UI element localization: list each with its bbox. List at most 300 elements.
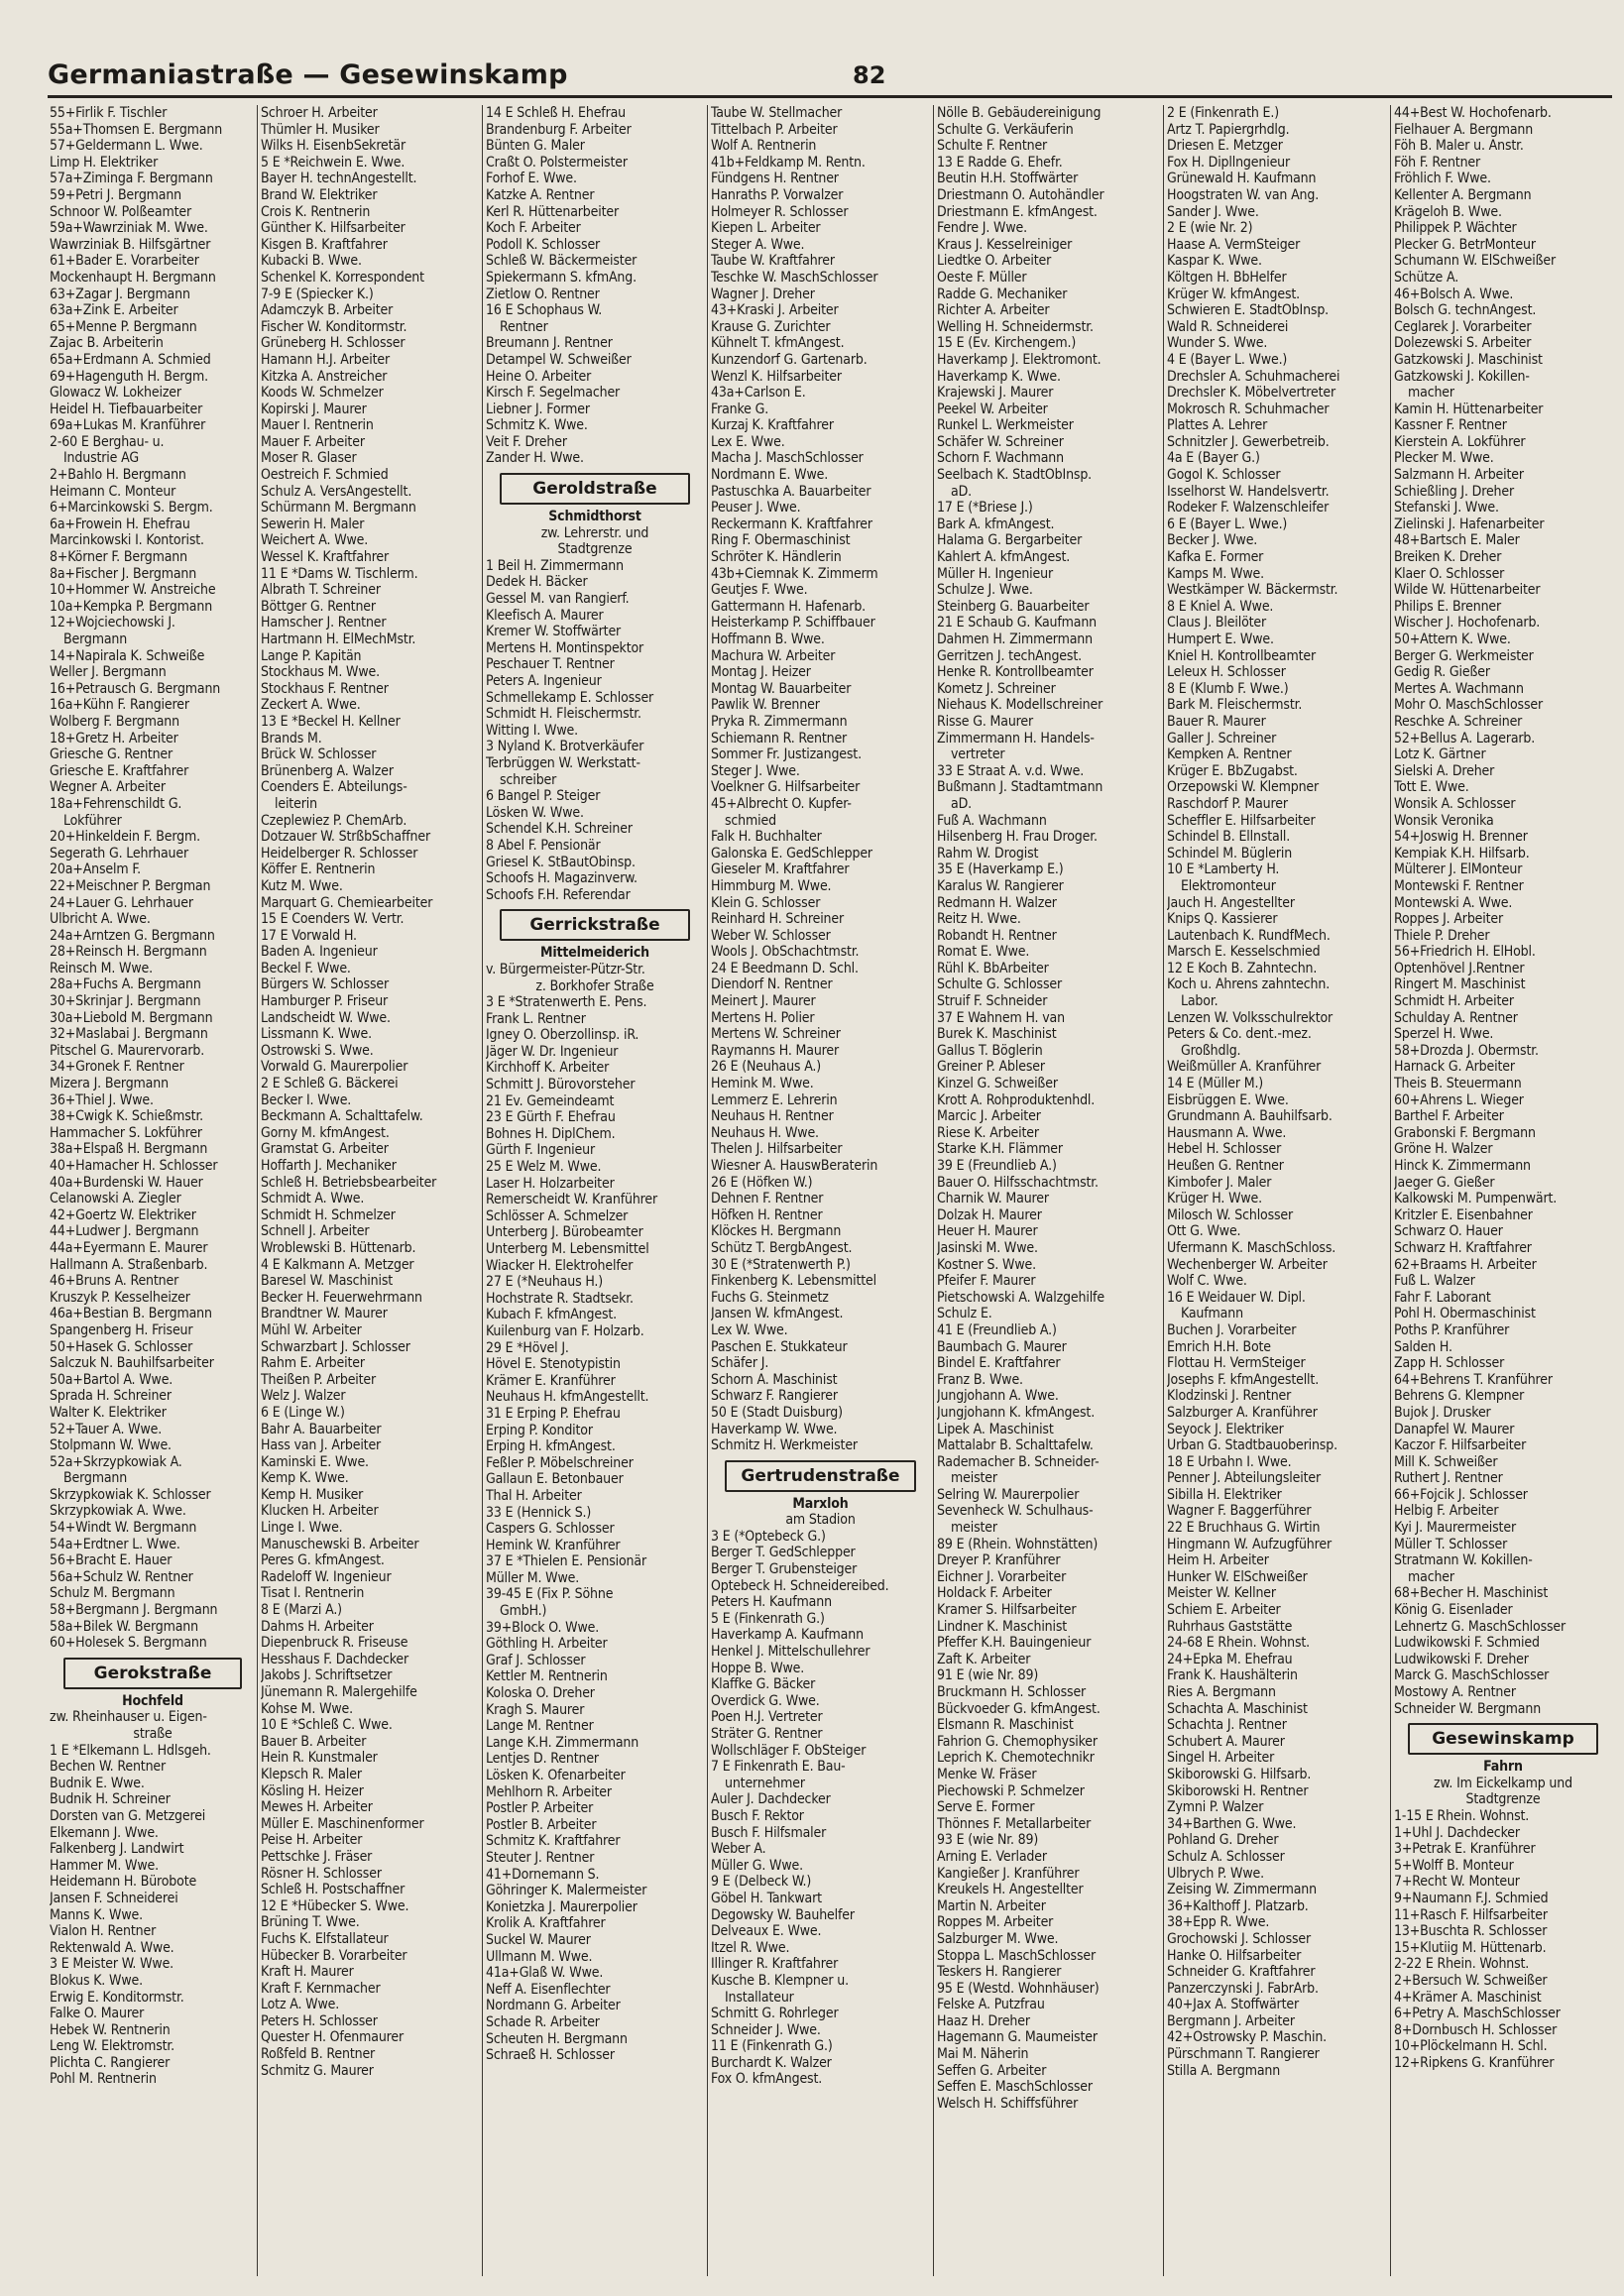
directory-entry: 60+Ahrens L. Wieger [1394,1091,1524,1108]
directory-entry: 20+Hinkeldein F. Bergm. [50,829,200,846]
directory-entry: Mai M. Näherin [937,2046,1029,2063]
directory-entry: Nordmann G. Arbeiter [486,1998,621,2014]
directory-entry: 27 E (*Neuhaus H.) [486,1274,604,1291]
directory-entry: Wolberg F. Bergmann [50,713,179,730]
directory-entry: Brüning T. Wwe. [261,1914,360,1931]
directory-entry: Zimmermann H. Handels- [937,730,1095,746]
directory-entry: Niehaus K. Modellschreiner [937,697,1103,714]
directory-entry: Hein R. Kunstmaler [261,1750,378,1767]
directory-entry: Hausmann A. Wwe. [1167,1124,1287,1141]
directory-entry: Ceglarek J. Vorarbeiter [1394,318,1532,335]
directory-entry: Peekel W. Arbeiter [937,401,1048,417]
directory-entry: Claus J. Bleilöter [1167,615,1267,631]
directory-entry: Lex E. Wwe. [711,433,785,450]
directory-entry: Weißmüller A. Kranführer [1167,1059,1322,1076]
directory-entry: 41+Dornemann S. [486,1866,600,1883]
directory-entry: Schmitz G. Maurer [261,2062,374,2079]
directory-entry: Klein G. Schlosser [711,894,821,911]
directory-entry: Henke R. Kontrollbeamter [937,664,1094,681]
street-subheading: zw. Im Eickelkamp und [1434,1775,1572,1791]
directory-entry: Teskers H. Rangierer [937,1964,1062,1981]
directory-entry: Brünenberg A. Walzer [261,762,394,779]
directory-entry: Baden A. Ingenieur [261,944,378,961]
directory-entry: 65+Menne P. Bergmann [50,318,197,335]
directory-entry: Salzburger A. Kranführer [1167,1404,1318,1421]
directory-entry: 11 E (Finkenrath G.) [711,2038,833,2055]
directory-entry: 12+Ripkens G. Kranführer [1394,2054,1555,2071]
directory-entry: Leng W. Elektromstr. [50,2038,175,2055]
directory-entry: Göhringer K. Malermeister [486,1883,647,1899]
directory-entry: 44+Best W. Hochofenarb. [1394,105,1552,121]
directory-entry: Stolpmann W. Wwe. [50,1437,172,1454]
directory-entry: Wunder S. Wwe. [1167,335,1268,352]
directory-entry: Wagner F. Baggerführer [1167,1503,1312,1520]
directory-entry: Kraus J. Kesselreiniger [937,236,1073,253]
directory-entry: Pryka R. Zimmermann [711,713,848,730]
directory-entry: Költgen H. BbHelfer [1167,269,1287,286]
directory-entry: 52+Tauer A. Wwe. [50,1421,163,1437]
directory-entry: Sewerin H. Maler [261,516,365,532]
directory-entry: 41 E (Freundlieb A.) [937,1321,1057,1338]
directory-entry: Mockenhaupt H. Bergmann [50,269,216,286]
directory-entry: Skrzypkowiak A. Wwe. [50,1503,186,1520]
directory-entry: Meinert J. Maurer [711,993,816,1010]
directory-entry: Rentner [500,318,548,335]
directory-entry: Salzburger M. Wwe. [937,1930,1059,1947]
directory-entry: Pettschke J. Fräser [261,1848,373,1865]
column-divider [1390,105,1391,2276]
directory-entry: Wilde W. Hüttenarbeiter [1394,582,1541,599]
directory-entry: 24+Epka M. Ehefrau [1167,1651,1293,1667]
directory-entry: Busch F. Rektor [711,1807,804,1824]
street-subheading: zw. Lehrerstr. und [540,524,649,541]
directory-entry: 22+Meischner P. Bergman [50,877,211,894]
directory-entry: Oeste F. Müller [937,269,1027,286]
directory-entry: Hesshaus F. Dachdecker [261,1651,409,1667]
directory-entry: Jungjohann K. kfmAngest. [937,1404,1096,1421]
directory-entry: 64+Behrens T. Kranführer [1394,1371,1553,1388]
directory-entry: Hebek W. Rentnerin [50,2021,171,2038]
directory-entry: Graf J. Schlosser [486,1652,586,1668]
directory-entry: 41a+Glaß W. Wwe. [486,1965,604,1982]
directory-entry: Heußen G. Rentner [1167,1158,1284,1174]
directory-entry: Zaft K. Arbeiter [937,1651,1031,1667]
directory-entry: Ring F. Obermaschinist [711,532,851,549]
directory-entry: Schumann W. ElSchweißer [1394,253,1557,270]
directory-entry: 21 E Schaub G. Kaufmann [937,615,1097,631]
directory-entry: Ries A. Bergmann [1167,1684,1276,1700]
directory-entry: 26 E (Neuhaus A.) [711,1059,822,1076]
directory-entry: Haaz H. Dreher [937,2012,1030,2029]
directory-entry: aD. [951,795,972,812]
column-2 [261,105,479,2276]
directory-entry: Marcic J. Arbeiter [937,1108,1041,1125]
directory-entry: leiterin [275,795,317,812]
directory-entry: Elsmann R. Maschinist [937,1717,1074,1734]
directory-entry: Kösling H. Heizer [261,1782,364,1799]
directory-entry: 40+Hamacher H. Schlosser [50,1158,218,1174]
directory-entry: Bechen W. Rentner [50,1759,167,1776]
directory-entry: 13 E Radde G. Ehefr. [937,154,1063,171]
directory-entry: 69+Hagenguth H. Bergm. [50,368,208,385]
directory-entry: Lotz A. Wwe. [261,1997,340,2013]
directory-entry: Wenzl K. Hilfsarbeiter [711,368,842,385]
directory-entry: Griesel K. StBautObinsp. [486,854,636,870]
directory-entry: Segerath G. Lehrhauer [50,845,188,861]
directory-entry: Kühnelt T. kfmAngest. [711,335,845,352]
directory-entry: 14+Napirala K. Schweiße [50,647,205,664]
directory-entry: Kalkowski M. Pumpenwärt. [1394,1191,1558,1207]
directory-entry: Czeplewiez P. ChemArb. [261,812,407,829]
directory-entry: Zeising W. Zimmermann [1167,1882,1317,1898]
directory-entry: Wonsik A. Schlosser [1394,795,1516,812]
directory-entry: Schiemann R. Rentner [711,730,848,746]
directory-entry: Hoffmann B. Wwe. [711,631,825,647]
directory-entry: 4a E (Bayer G.) [1167,450,1260,467]
directory-entry: Kubach F. kfmAngest. [486,1307,618,1323]
directory-entry: Ulbricht A. Wwe. [50,911,151,928]
directory-entry: Schnitzler J. Gewerbetreib. [1167,433,1330,450]
directory-entry: Ludwikowski F. Schmied [1394,1635,1540,1652]
directory-entry: Thümler H. Musiker [261,121,380,138]
directory-entry: Driesen E. Metzger [1167,138,1283,155]
directory-entry: Optebeck H. Schneidereibed. [711,1577,889,1594]
directory-entry: Mizera J. Bergmann [50,1076,169,1092]
directory-entry: Mattalabr B. Schalttafelw. [937,1437,1094,1454]
directory-entry: Kunzendorf G. Gartenarb. [711,351,868,368]
directory-entry: 2 E Schleß G. Bäckerei [261,1076,399,1092]
directory-entry: Bujok J. Drusker [1394,1404,1491,1421]
directory-entry: 46+Bruns A. Rentner [50,1273,179,1290]
directory-entry: Großhdlg. [1181,1042,1241,1059]
directory-entry: Hamann H.J. Arbeiter [261,351,390,368]
directory-entry: Montewski F. Rentner [1394,877,1524,894]
directory-entry: Weichert A. Wwe. [261,532,369,549]
directory-entry: Romat E. Wwe. [937,944,1030,961]
directory-entry: Haverkamp J. Elektromont. [937,351,1102,368]
directory-entry: Fuß A. Wachmann [937,812,1047,829]
directory-entry: Humpert E. Wwe. [1167,631,1274,647]
directory-entry: Rektenwald A. Wwe. [50,1939,174,1956]
directory-entry: 4+Krämer A. Maschinist [1394,1989,1542,2006]
column-7 [1394,105,1612,2276]
directory-entry: Müller M. Wwe. [486,1569,580,1586]
directory-entry: Drechsler K. Möbelvertreter [1167,385,1336,402]
directory-entry: Krause G. Zurichter [711,318,831,335]
directory-entry: Mill K. Schweißer [1394,1453,1498,1470]
directory-entry: Wechenberger W. Arbeiter [1167,1256,1328,1273]
directory-entry: Kometz J. Schreiner [937,680,1056,697]
directory-entry: Schmidt A. Wwe. [261,1191,365,1207]
directory-entry: 43b+Ciemnak K. Zimmerm [711,565,878,582]
directory-entry: Peise H. Arbeiter [261,1832,363,1849]
directory-entry: Scheuten H. Bergmann [486,2030,628,2047]
directory-entry: Wischer J. Hochofenarb. [1394,615,1541,631]
directory-entry: 25 E Welz M. Wwe. [486,1159,602,1176]
directory-entry: Klöckes H. Bergmann [711,1223,842,1240]
directory-entry: zw. Rheinhauser u. Eigen- [50,1709,207,1726]
directory-entry: Sträter G. Rentner [711,1726,823,1742]
directory-entry: 10 E *Schleß C. Wwe. [261,1717,393,1734]
directory-entry: Montag J. Heizer [711,664,811,681]
directory-entry: Schäfer J. [711,1355,769,1372]
directory-entry: Wollschläger F. ObSteiger [711,1742,867,1759]
directory-entry: Sibilla H. Elektriker [1167,1486,1282,1503]
directory-entry: Heim H. Arbeiter [1167,1552,1269,1569]
directory-entry: Plichta C. Rangierer [50,2054,171,2071]
directory-entry: Konietzka J. Maurerpolier [486,1898,638,1915]
directory-entry: Raschdorf P. Maurer [1167,795,1288,812]
directory-entry: 33 E (Hennick S.) [486,1504,592,1521]
directory-entry: Dehnen F. Rentner [711,1191,824,1207]
directory-entry: Ullmann M. Wwe. [486,1948,593,1965]
directory-entry: Schulz E. [937,1306,992,1322]
directory-entry: Mehlhorn R. Arbeiter [486,1783,612,1800]
column-divider [482,105,483,2276]
directory-entry: Forhof E. Wwe. [486,171,577,187]
directory-entry: Kierstein A. Lokführer [1394,433,1526,450]
directory-entry: 35 E (Haverkamp E.) [937,861,1064,878]
directory-entry: Baumbach G. Maurer [937,1338,1067,1355]
directory-entry: Neuhaus H. Wwe. [711,1124,819,1141]
directory-entry: Budnik H. Schreiner [50,1791,171,1808]
directory-entry: Kahlert A. kfmAngest. [937,549,1071,566]
directory-entry: Manns K. Wwe. [50,1906,143,1923]
directory-entry: Gedig R. Gießer [1394,664,1490,681]
directory-entry: 13+Buschta R. Schlosser [1394,1923,1548,1940]
directory-entry: Jäger W. Dr. Ingenieur [486,1043,619,1060]
directory-entry: Böttger G. Rentner [261,598,376,615]
directory-entry: Kirchhoff K. Arbeiter [486,1060,610,1077]
directory-entry: Pietschowski A. Walzgehilfe [937,1289,1104,1306]
directory-entry: Weller J. Bergmann [50,664,167,681]
directory-entry: Gatzkowski J. Maschinist [1394,351,1543,368]
directory-entry: Flottau H. VermSteiger [1167,1355,1306,1372]
directory-entry: Stilla A. Bergmann [1167,2062,1281,2079]
directory-entry: Dolzak H. Maurer [937,1206,1042,1223]
directory-entry: Bohnes H. DiplChem. [486,1125,616,1142]
directory-entry: Thal H. Arbeiter [486,1487,582,1504]
directory-entry: Selring W. Maurerpolier [937,1486,1080,1503]
directory-entry: Roppes J. Arbeiter [1394,911,1504,928]
directory-entry: Koods W. Schmelzer [261,385,384,402]
directory-entry: Göthling H. Arbeiter [486,1636,608,1653]
directory-entry: Jungjohann A. Wwe. [937,1388,1059,1405]
directory-entry: Kuilenburg van F. Holzarb. [486,1322,644,1339]
directory-entry: 2+Bahlo H. Bergmann [50,467,186,484]
directory-entry: vertreter [951,746,1005,763]
directory-entry: Postler P. Arbeiter [486,1800,594,1817]
directory-entry: Pürschmann T. Rangierer [1167,2046,1320,2063]
directory-entry: Müller G. Wwe. [711,1857,803,1874]
directory-entry: 33 E Straat A. v.d. Wwe. [937,762,1085,779]
street-subheading: straße [133,1726,173,1742]
directory-entry: Bindel E. Kraftfahrer [937,1355,1061,1372]
directory-entry: Schneider J. Wwe. [711,2021,821,2038]
directory-entry: 15 E Coenders W. Vertr. [261,911,405,928]
directory-entry: 60+Holesek S. Bergmann [50,1635,207,1652]
page-header [48,59,1612,98]
directory-entry: Gerritzen J. techAngest. [937,647,1082,664]
directory-entry: 1 Beil H. Zimmermann [486,557,624,574]
directory-entry: Bark A. kfmAngest. [937,516,1055,532]
directory-entry: Veit F. Dreher [486,433,567,450]
directory-entry: Peters H. Schlosser [261,2012,378,2029]
directory-entry: Charnik W. Maurer [937,1191,1049,1207]
directory-entry: Ringert M. Maschinist [1394,976,1526,993]
directory-entry: meister [951,1470,997,1487]
directory-entry: Installateur [725,1989,794,2006]
directory-entry: Postler B. Arbeiter [486,1816,597,1833]
directory-entry: Budnik E. Wwe. [50,1775,145,1791]
directory-entry: Hinck K. Zimmermann [1394,1158,1531,1174]
directory-entry: Franz B. Wwe. [937,1371,1023,1388]
directory-entry: Bergmann [63,631,128,647]
directory-entry: Limp H. Elektriker [50,154,159,171]
directory-entry: v. Bürgermeister-Pützr-Str. [486,961,645,977]
directory-entry: Leprich K. Chemotechnikr [937,1750,1095,1767]
directory-entry: Schäfer W. Schreiner [937,433,1064,450]
directory-entry: 18+Gretz H. Arbeiter [50,730,178,746]
directory-entry: Fendre J. Wwe. [937,220,1027,237]
street-subheading: Stadtgrenze [1465,1791,1541,1808]
directory-entry: Eisbrüggen E. Wwe. [1167,1091,1289,1108]
directory-entry: Kurzaj K. Kraftfahrer [711,417,834,434]
directory-entry: Holmeyer R. Schlosser [711,203,849,220]
directory-entry: Rahm W. Drogist [937,845,1039,861]
directory-entry: Terbrüggen W. Werkstatt- [486,754,640,771]
directory-entry: Itzel R. Wwe. [711,1939,790,1956]
directory-entry: Taube W. Kraftfahrer [711,253,835,270]
directory-entry: 9 E (Delbeck W.) [711,1874,812,1891]
column-3 [486,105,704,2276]
directory-entry: 6 E (Bayer L. Wwe.) [1167,516,1288,532]
directory-entry: Schachta A. Maschinist [1167,1700,1308,1717]
directory-entry: Kragh S. Maurer [486,1701,585,1718]
directory-entry: 38a+Elspaß H. Bergmann [50,1141,208,1158]
directory-entry: Berger G. Werkmeister [1394,647,1534,664]
directory-entry: Hanraths P. Vorwalzer [711,186,844,203]
directory-entry: Hoppe B. Wwe. [711,1660,805,1676]
column-divider [707,105,708,2276]
directory-entry: 40+Jax A. Stoffwärter [1167,1997,1299,2013]
directory-entry: 42+Goertz W. Elektriker [50,1206,196,1223]
directory-entry: 10+Plöckelmann H. Schl. [1394,2038,1548,2055]
directory-entry: Plecker G. BetrMonteur [1394,236,1536,253]
directory-entry: Ostrowski S. Wwe. [261,1042,374,1059]
directory-entry: 3 E *Stratenwerth E. Pens. [486,994,647,1011]
directory-entry: 3 Nyland K. Brotverkäufer [486,739,644,755]
directory-entry: Struif F. Schneider [937,993,1048,1010]
directory-entry: Hanke O. Hilfsarbeiter [1167,1947,1302,1964]
directory-entry: Hamburger P. Friseur [261,993,389,1010]
directory-entry: Vorwald G. Maurerpolier [261,1059,408,1076]
directory-entry: Pawlik W. Brenner [711,697,820,714]
directory-entry: Jansen W. kfmAngest. [711,1306,844,1322]
directory-entry: Schröter K. Händlerin [711,549,842,566]
directory-entry: Pohland G. Dreher [1167,1832,1279,1849]
directory-entry: Schroer H. Arbeiter [261,105,378,121]
directory-entry: Fahrion G. Chemophysiker [937,1733,1098,1750]
directory-entry: Dedek H. Bäcker [486,574,588,591]
directory-entry: 4 E (Bayer L. Wwe.) [1167,351,1288,368]
directory-entry: Quester H. Ofenmaurer [261,2029,404,2046]
directory-entry: Fröhlich F. Wwe. [1394,171,1491,187]
directory-entry: Emrich H.H. Bote [1167,1338,1271,1355]
directory-entry: Krämer E. Kranführer [486,1372,616,1389]
directory-entry: 46+Bolsch A. Wwe. [1394,286,1514,302]
directory-entry: Müller T. Schlosser [1394,1536,1508,1552]
directory-entry: Richter A. Arbeiter [937,302,1050,319]
directory-entry: Macha J. MaschSchlosser [711,450,864,467]
directory-entry: GmbH.) [500,1603,547,1620]
directory-entry: 26 E (Höfken W.) [711,1174,813,1191]
directory-entry: Schleß H. Betriebsbearbeiter [261,1174,437,1191]
directory-entry: Marquart G. Chemiearbeiter [261,894,433,911]
directory-entry: Berger T. GedSchlepper [711,1545,856,1561]
directory-entry: Artz T. Papiergrhdlg. [1167,121,1290,138]
directory-entry: Himmburg M. Wwe. [711,877,832,894]
directory-entry: Klepsch R. Maler [261,1766,362,1782]
directory-entry: Brandenburg F. Arbeiter [486,121,632,138]
directory-entry: 39+Block O. Wwe. [486,1619,600,1636]
directory-entry: 50 E (Stadt Duisburg) [711,1404,843,1421]
directory-entry: Kritzler E. Eisenbahner [1394,1206,1533,1223]
directory-entry: Lautenbach K. RundfMech. [1167,927,1331,944]
directory-entry: Jaeger G. Gießer [1394,1174,1495,1191]
directory-entry: Grundmann A. Bauhilfsarb. [1167,1108,1333,1125]
directory-entry: Griesche E. Kraftfahrer [50,762,189,779]
directory-entry: Tisat I. Rentnerin [261,1585,365,1602]
directory-entry: Peres G. kfmAngest. [261,1552,385,1569]
directory-entry: Steuter J. Rentner [486,1849,595,1866]
column-4 [711,105,930,2276]
directory-entry: 39 E (Freundlieb A.) [937,1158,1057,1174]
directory-entry: 93 E (wie Nr. 89) [937,1832,1039,1849]
directory-entry: Seffen G. Arbeiter [937,2062,1047,2079]
directory-entry: Kempiak K.H. Hilfsarb. [1394,845,1530,861]
directory-entry: Wonsik Veronika [1394,812,1494,829]
directory-entry: Gatzkowski J. Kokillen- [1394,368,1530,385]
directory-entry: 14 E (Müller M.) [1167,1076,1264,1092]
directory-entry: Kaczor F. Hilfsarbeiter [1394,1437,1527,1454]
directory-entry: Liedtke O. Arbeiter [937,253,1052,270]
directory-entry: Bayer H. technAngestellt. [261,171,417,187]
directory-entry: Sperzel H. Wwe. [1394,1026,1494,1043]
directory-entry: 2+Bersuch W. Schweißer [1394,1972,1548,1989]
directory-entry: Wolf A. Rentnerin [711,138,817,155]
directory-entry: 55+Firlik F. Tischler [50,105,168,121]
directory-entry: Dorsten van G. Metzgerei [50,1807,206,1824]
directory-entry: Schneider W. Bergmann [1394,1700,1542,1717]
directory-entry: Oestreich F. Schmied [261,467,389,484]
directory-entry: Rodeker F. Walzenschleifer [1167,500,1330,517]
directory-entry: Krajewski J. Maurer [937,385,1054,402]
street-heading: Gerokstraße [63,1658,242,1689]
directory-entry: Wawrziniak B. Hilfsgärtner [50,236,211,253]
directory-entry: Seyock J. Elektriker [1167,1421,1284,1437]
directory-entry: Lokführer [63,812,122,829]
directory-entry: 8 E (Marzi A.) [261,1602,342,1619]
street-subheading: z. Borkhofer Straße [535,977,654,994]
directory-entry: Steger A. Wwe. [711,236,805,253]
directory-entry: 39-45 E (Fix P. Söhne [486,1586,614,1603]
directory-entry: Thiele P. Dreher [1394,927,1490,944]
directory-entry: Skiborowski H. Rentner [1167,1782,1309,1799]
directory-entry: Falkenberg J. Landwirt [50,1841,184,1858]
directory-entry: Kafka E. Former [1167,549,1264,566]
directory-entry: Schmitz H. Werkmeister [711,1437,858,1454]
